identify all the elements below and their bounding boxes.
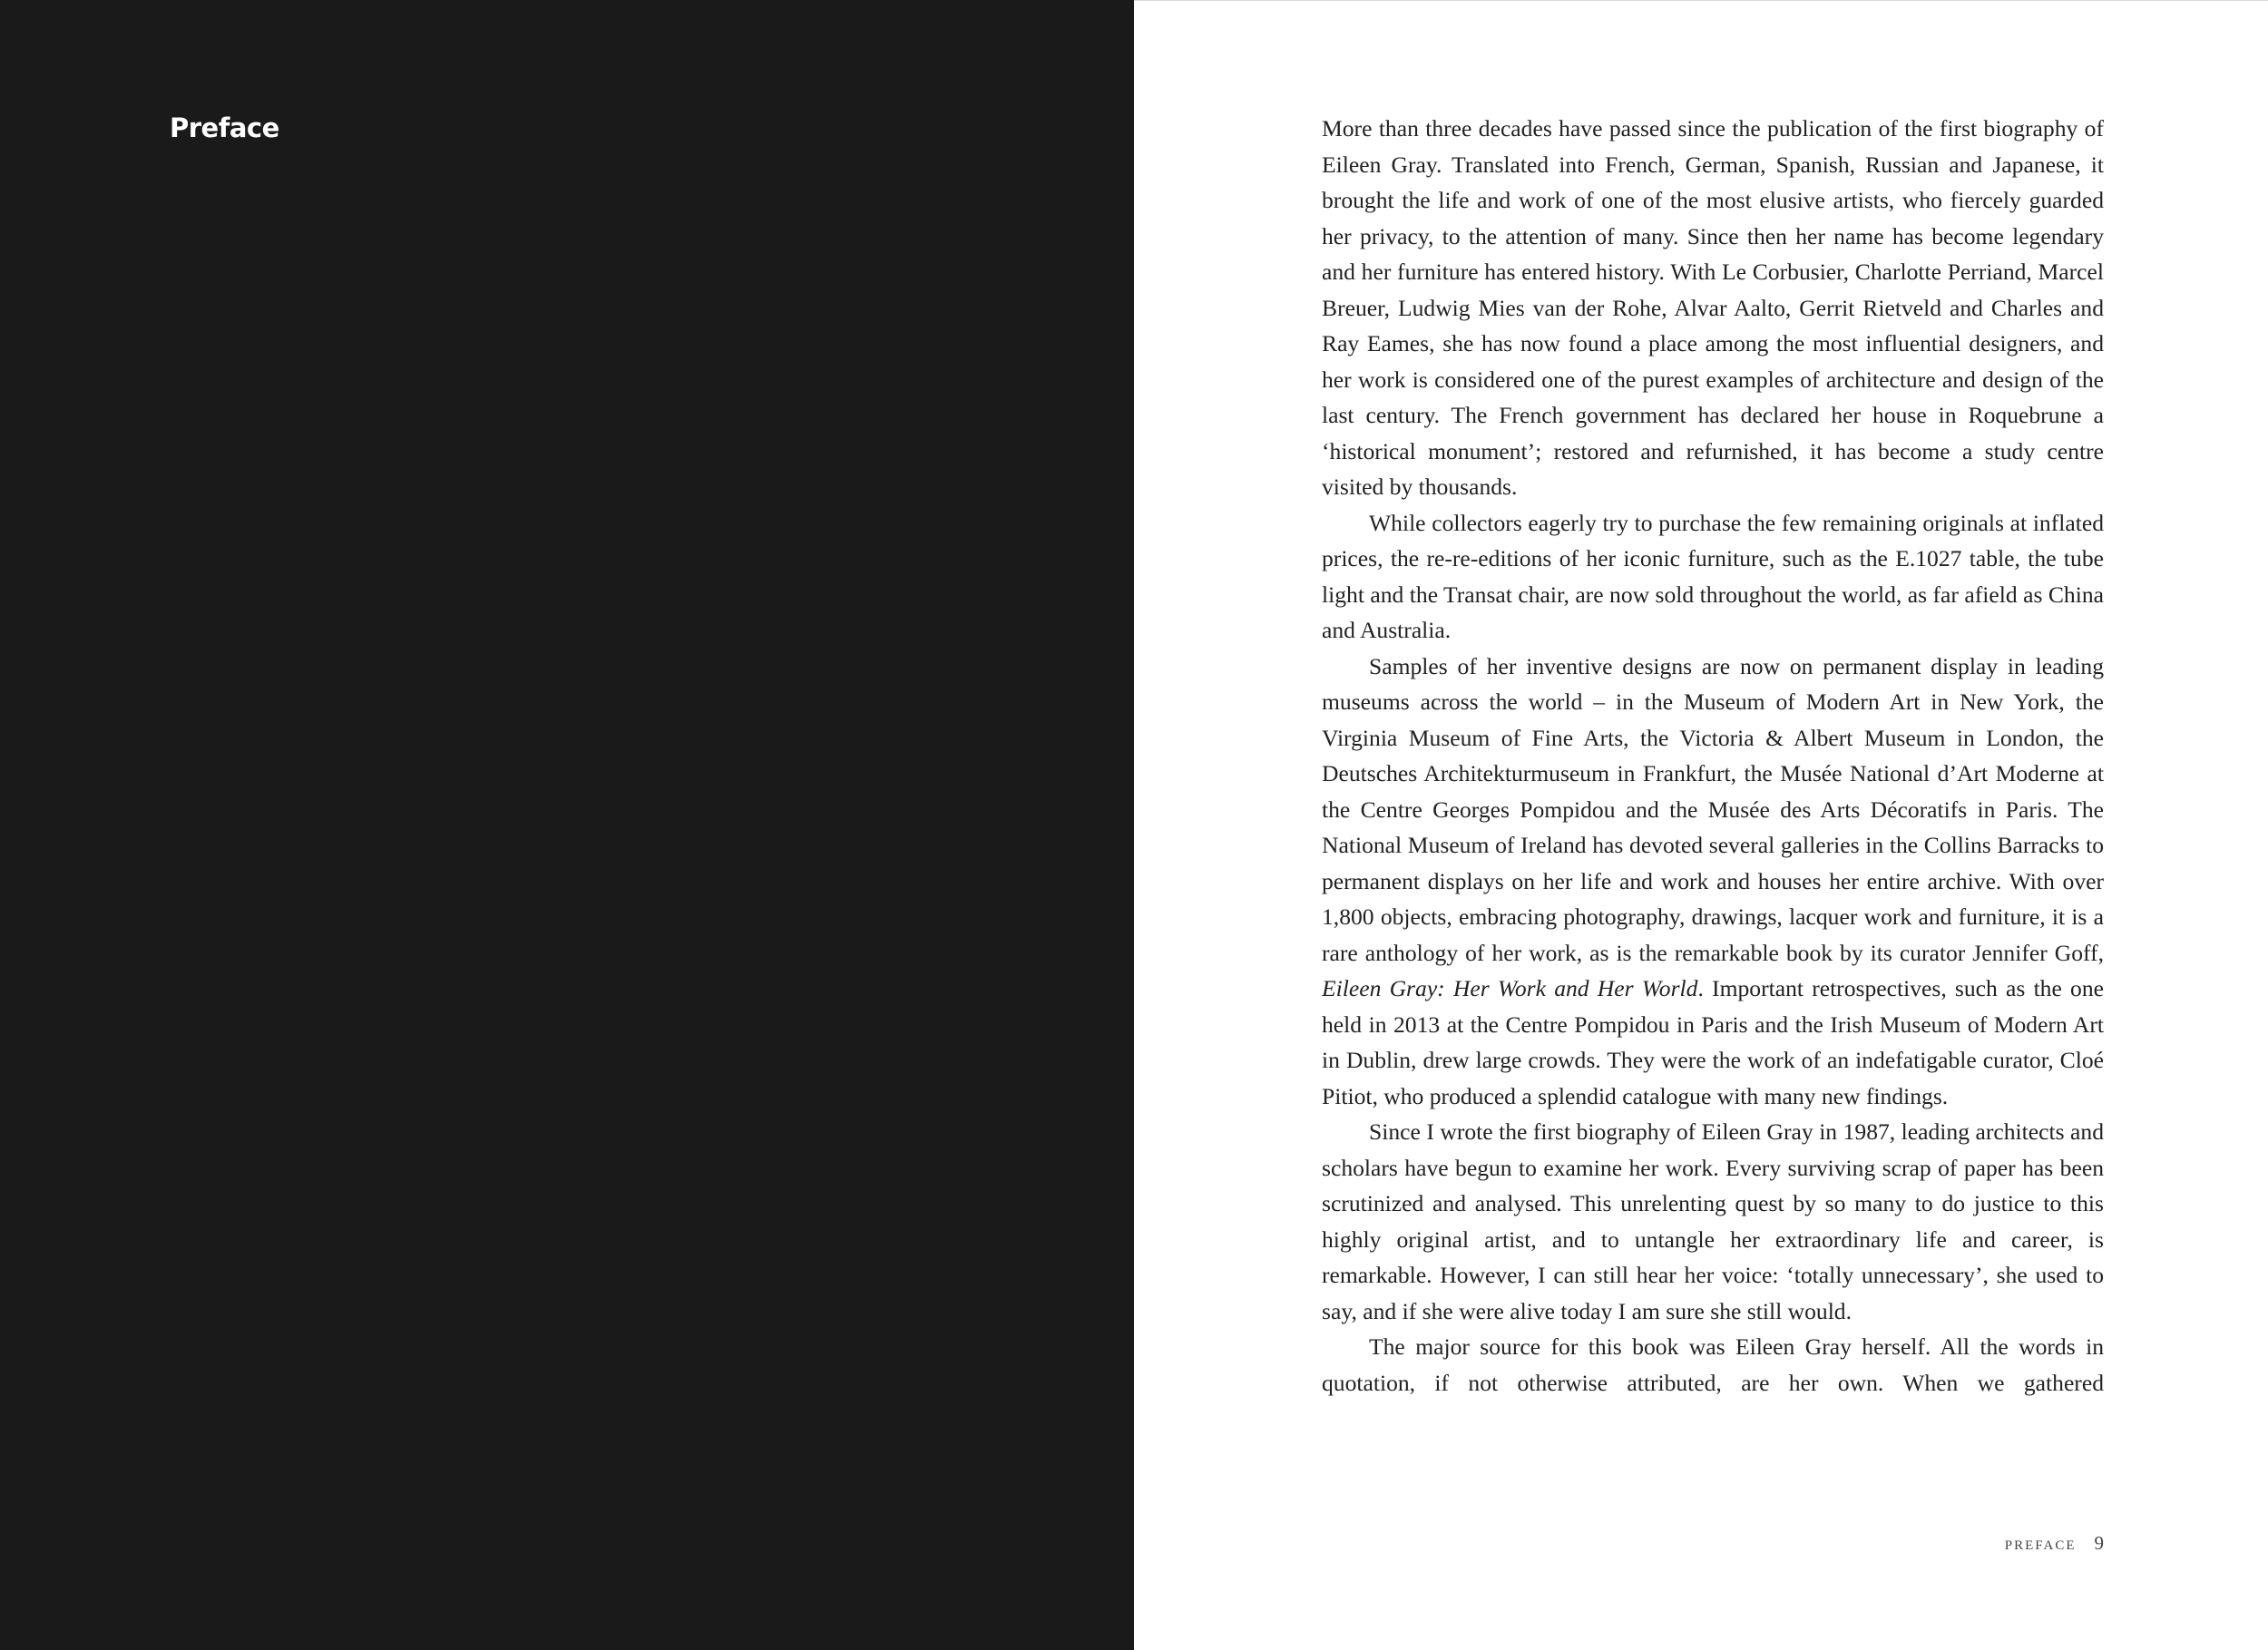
paragraph-5: The major source for this book was Eileen Gray herself. All the words in quotation, if not otherwise attributed, are her own. When we gathered — [1322, 1333, 2104, 1396]
section-heading: Preface — [170, 112, 279, 143]
running-footer-label: PREFACE — [2004, 1538, 2077, 1553]
paragraph-4: Since I wrote the first biography of Eileen Gray in 1987, leading architects and scholars have begun to examine her work. Every surviving scrap of paper has been scrutinized and analysed. This unrelenting quest by so many to do justice to this highly original artist, and to untangle her extraordinary life and career, is remarkable. However, I can still hear her voice: ‘totally unnecessary’, she used to say, and if she were alive today I am sure she still would. — [1322, 1118, 2104, 1324]
paragraph-3-text-before: Samples of her inventive designs are now on permanent display in leading museums across the world – in the Museum of Modern Art in New York, the Virginia Museum of Fine Arts, the Victoria & Albert Museum in London, the Deutsches Architekturmuseum in Frankfurt, the Musée National d’Art Moderne at the Centre Georges Pompidou and the Musée des Arts Décoratifs in Paris. The National Museum of Ireland has devoted several galleries in the Collins Barracks to permanent displays on her life and work and houses her entire archive. With over 1,800 objects, embracing photography, drawings, lacquer work and furniture, it is a rare anthology of her work, as is the remarkable book by its curator Jennifer Goff, — [1322, 652, 2104, 966]
paragraph-2: While collectors eagerly try to purchase the few remaining originals at inflated prices, the re-re-editions of her iconic furniture, such as the E.1027 table, the tube light and the Transat chair, are now sold throughout the world, as far afield as China and Australia. — [1322, 509, 2104, 643]
paragraph-3 — [1322, 649, 2104, 1115]
paragraph-3-text-after: . Important retrospectives, such as the one held in 2013 at the Centre Pompidou in Paris and the Irish Museum of Modern Art in Dublin, drew large crowds. They were the work of an indefatigable curator, Cloé Pitiot, who produced a splendid catalogue with many new findings. — [1322, 975, 2104, 1109]
right-page — [1134, 0, 2268, 1650]
book-title-italic: Eileen Gray: Her Work and Her World — [1322, 975, 1698, 1001]
page-number: 9 — [2094, 1532, 2104, 1554]
body-text — [1322, 111, 2104, 1401]
paragraph-1: More than three decades have passed since the publication of the first biography of Eileen Gray. Translated into French, German, Spanish, Russian and Japanese, it brought the life and work of one of the most elusive artists, who fiercely guarded her privacy, to the attention of many. Since then her name has become legendary and her furniture has entered history. With Le Corbusier, Charlotte Perriand, Marcel Breuer, Ludwig Mies van der Rohe, Alvar Aalto, Gerrit Rietveld and Charles and Ray Eames, she has now found a place among the most influential designers, and her work is considered one of the purest examples of architecture and design of the last century. The French government has declared her house in Roquebrune a ‘historical monument’; restored and refurnished, it has become a study centre visited by thousands. — [1322, 115, 2104, 500]
running-footer — [2005, 1532, 2104, 1555]
